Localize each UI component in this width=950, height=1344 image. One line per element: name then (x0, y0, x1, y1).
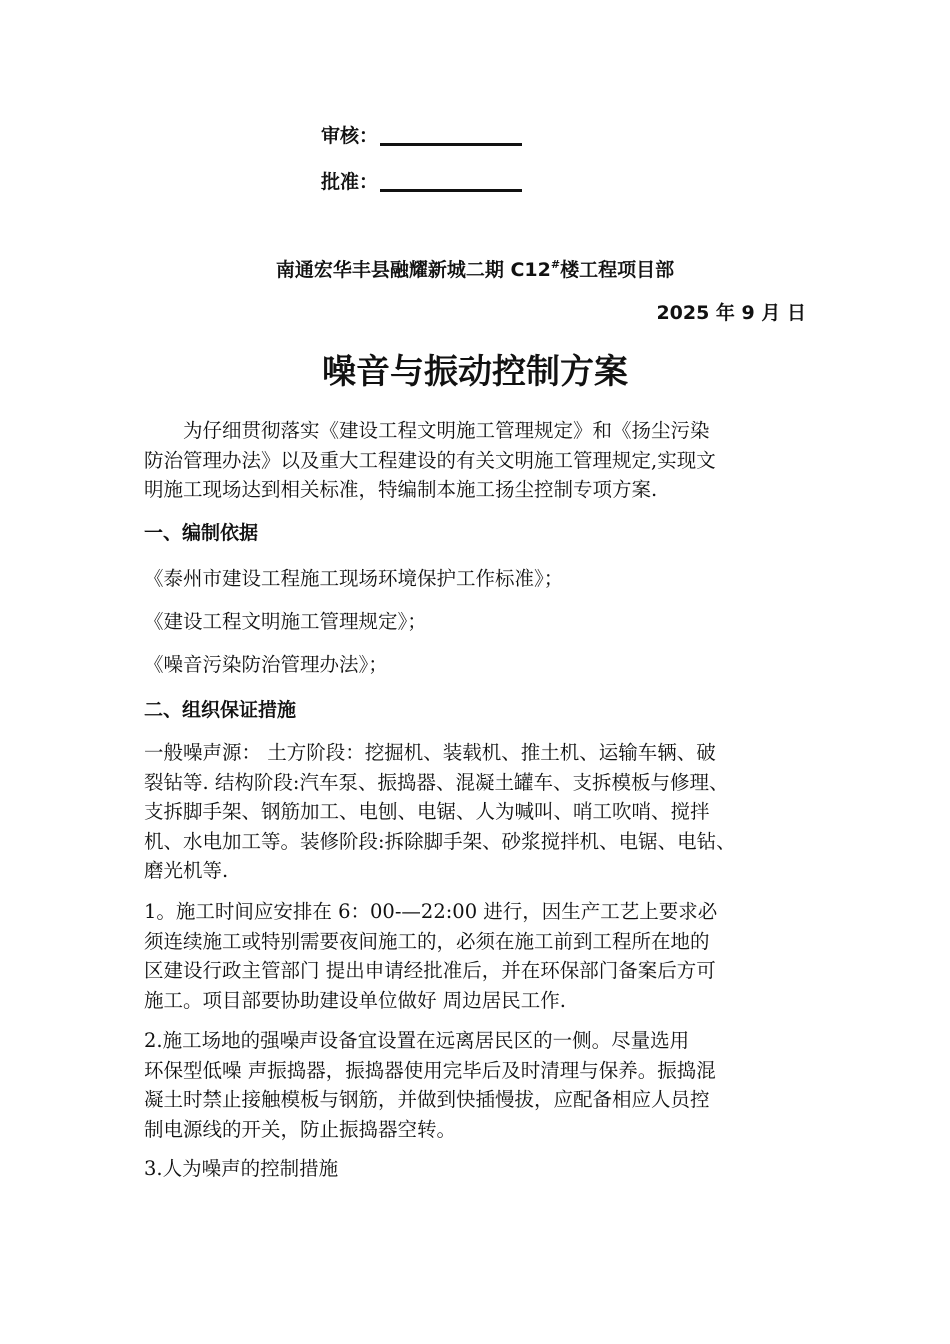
approve-label: 批准： (321, 171, 379, 193)
org-name-prefix: 南通宏华丰县融耀新城二期 C12 (275, 259, 551, 281)
org-name-suffix: 楼工程项目部 (560, 259, 675, 281)
intro-line: 防治管理办法》以及重大工程建设的有关文明施工管理规定,实现文 (144, 448, 716, 472)
document-date: 2025 年 9 月 日 (656, 302, 806, 324)
approve-signature-row (321, 170, 522, 194)
reference-item: 《噪音污染防治管理办法》； (144, 653, 388, 676)
paragraph-line: 1。施工时间应安排在 6：00-—22:00 进行，因生产工艺上要求必 (144, 900, 718, 923)
approve-signature-line (380, 189, 522, 192)
paragraph-line: 磨光机等. (144, 859, 229, 882)
paragraph-line: 裂钻等. 结构阶段:汽车泵、振捣器、混凝土罐车、支拆模板与修理、 (144, 770, 729, 794)
measure-2-paragraph (144, 1026, 820, 1144)
reference-item: 《建设工程文明施工管理规定》； (144, 610, 427, 633)
paragraph-line: 区建设行政主管部门 提出申请经批准后，并在环保部门备案后方可 (144, 959, 716, 982)
review-signature-row (321, 124, 522, 148)
reference-item: 《泰州市建设工程施工现场环境保护工作标准》； (144, 567, 564, 590)
paragraph-line: 须连续施工或特别需要夜间施工的，必须在施工前到工程所在地的 (144, 929, 710, 953)
org-name-superscript: # (550, 258, 561, 271)
review-signature-line (380, 143, 522, 146)
organization-name (0, 257, 950, 283)
paragraph-line: 2.施工场地的强噪声设备宜设置在远离居民区的一侧。尽量选用 (144, 1029, 690, 1052)
paragraph-line: 制电源线的开关，防止振捣器空转。 (144, 1117, 457, 1141)
paragraph-line: 施工。项目部要协助建设单位做好 周边居民工作. (144, 988, 566, 1012)
paragraph-line: 凝土时禁止接触模板与钢筋，并做到快插慢拔，应配备相应人员控 (144, 1088, 710, 1111)
document-title: 噪音与振动控制方案 (322, 352, 628, 392)
intro-line: 为仔细贯彻落实《建设工程文明施工管理规定》和《扬尘污染 (144, 419, 710, 442)
measure-1-paragraph (144, 897, 820, 1015)
section-heading: 一、编制依据 (144, 522, 259, 544)
intro-paragraph (144, 416, 820, 505)
noise-source-paragraph (144, 738, 820, 886)
section-heading: 二、组织保证措施 (144, 699, 297, 721)
intro-line: 明施工现场达到相关标准，特编制本施工扬尘控制专项方案. (144, 478, 658, 501)
review-label: 审核： (321, 125, 379, 147)
paragraph-line: 支拆脚手架、钢筋加工、电刨、电锯、人为喊叫、哨工吹哨、搅拌 (144, 800, 710, 823)
paragraph-line: 机、水电加工等。装修阶段:拆除脚手架、砂浆搅拌机、电锯、电钻、 (144, 829, 736, 853)
paragraph-line: 一般噪声源： 土方阶段：挖掘机、装载机、推土机、运输车辆、破 (144, 741, 716, 764)
paragraph-line: 环保型低噪 声振捣器，振捣器使用完毕后及时清理与保养。振捣混 (144, 1058, 716, 1082)
measure-3-heading: 3.人为噪声的控制措施 (144, 1157, 339, 1180)
